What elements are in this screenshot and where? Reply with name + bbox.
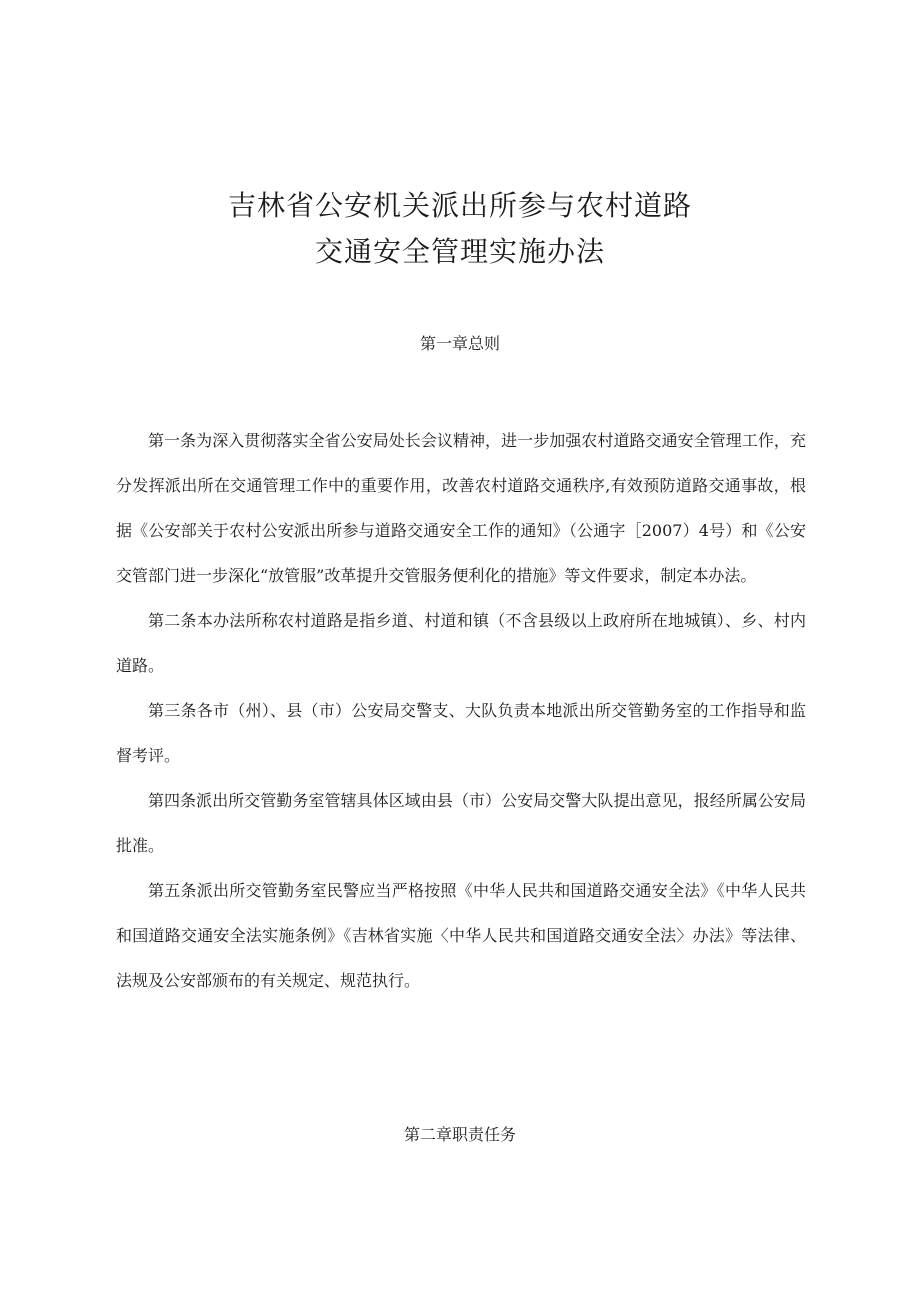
chapter-2-heading: 第二章职责任务 (403, 1125, 516, 1144)
article-5: 第五条派出所交管勤务室民警应当严格按照《中华人民共和国道路交通安全法》《中华人民共和国道路交通安全法实施条例》《吉林省实施〈中华人民共和国道路交通安全法〉办法》等法律、法规及公安部颁布的有关规定、规范执行。 (116, 881, 806, 990)
article-2: 第二条本办法所称农村道路是指乡道、村道和镇（不含县级以上政府所在地城镇）、乡、村内道路。 (116, 611, 806, 675)
article-4: 第四条派出所交管勤务室管辖具体区域由县（市）公安局交警大队提出意见，报经所属公安局批准。 (116, 791, 806, 855)
chapter-1-heading: 第一章总则 (419, 334, 500, 353)
article-1: 第一条为深入贯彻落实全省公安局处长会议精神，进一步加强农村道路交通安全管理工作，充分发挥派出所在交通管理工作中的重要作用，改善农村道路交通秩序,有效预防道路交通事故，根据《公安部关于农村公安派出所参与道路交通安全工作的通知》（公通字［2007）4号）和《公安交管部门进一步深化“放管服”改革提升交管服务便利化的措施》等文件要求，制定本办法。 (116, 431, 806, 585)
chapter-1-body (116, 418, 806, 1003)
title-line-2: 交通安全管理实施办法 (314, 235, 605, 268)
title-line-1: 吉林省公安机关派出所参与农村道路 (227, 189, 692, 222)
document-title (0, 183, 920, 275)
article-3: 第三条各市（州）、县（市）公安局交警支、大队负责本地派出所交管勤务室的工作指导和监督考评。 (116, 701, 806, 765)
